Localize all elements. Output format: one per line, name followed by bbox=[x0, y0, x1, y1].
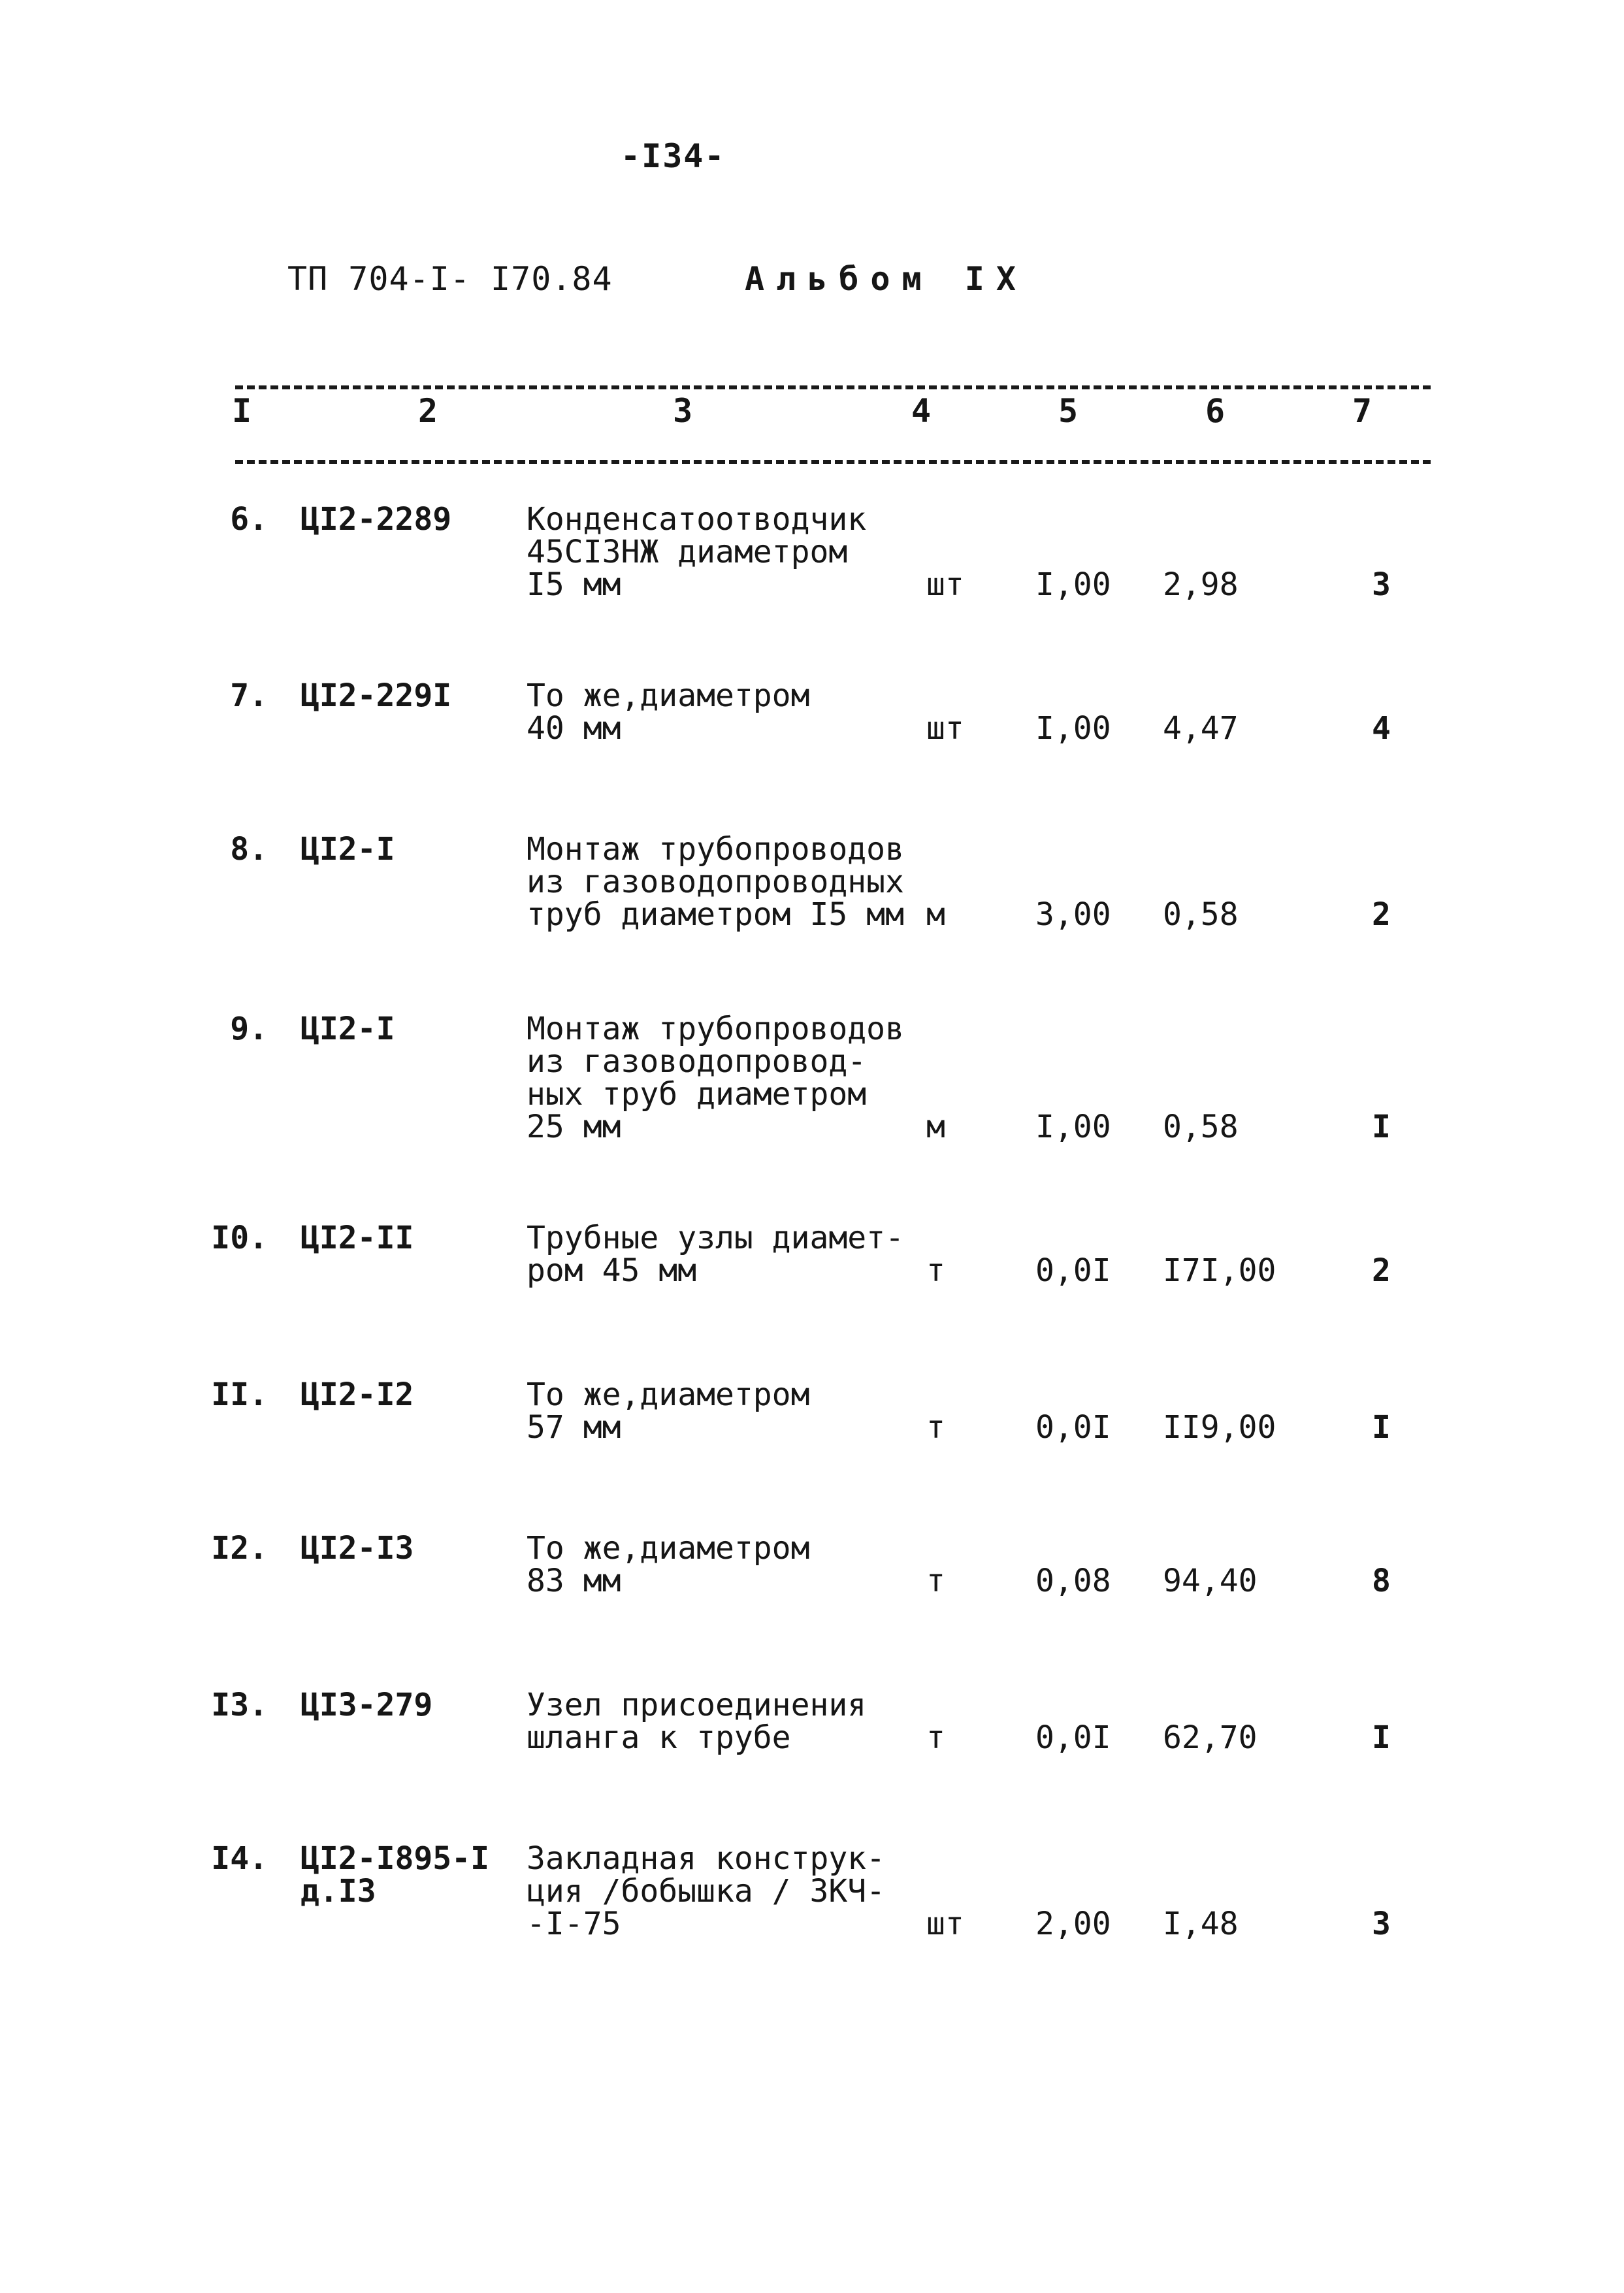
row-description bbox=[527, 1378, 809, 1444]
row-unit: т bbox=[926, 1252, 945, 1289]
row-code bbox=[300, 1532, 414, 1565]
row-unit: шт bbox=[926, 566, 964, 603]
row-unit: м bbox=[926, 896, 945, 933]
row-description-line: 25 мм bbox=[527, 1109, 621, 1145]
row-price: I,48 bbox=[1163, 1906, 1239, 1942]
row-unit: т bbox=[926, 1409, 945, 1446]
row-description bbox=[527, 1222, 904, 1287]
row-description-line: 83 мм bbox=[527, 1563, 621, 1599]
row-description-line: труб диаметром I5 мм bbox=[527, 896, 904, 933]
row-number: I0. bbox=[211, 1220, 268, 1256]
row-price: I7I,00 bbox=[1163, 1252, 1276, 1289]
row-description bbox=[527, 833, 904, 931]
row-quantity: 0,0I bbox=[1035, 1409, 1111, 1446]
row-unit: шт bbox=[926, 1906, 964, 1942]
row-count: 4 bbox=[1372, 710, 1391, 747]
row-description bbox=[527, 1013, 904, 1143]
row-count: I bbox=[1372, 1409, 1391, 1446]
row-unit: т bbox=[926, 1719, 945, 1756]
row-code-line: ЦI2-2289 bbox=[300, 501, 452, 538]
row-description bbox=[527, 1842, 885, 1940]
row-description-line: То же,диаметром bbox=[527, 1376, 810, 1413]
row-number: 8. bbox=[230, 831, 268, 868]
row-code-line: ЦI2-I2 bbox=[300, 1376, 414, 1413]
row-number: I3. bbox=[211, 1687, 268, 1723]
row-unit: т bbox=[926, 1563, 945, 1599]
row-code-line: ЦI3-279 bbox=[300, 1687, 433, 1723]
row-description-line: из газоводопроводных bbox=[527, 864, 904, 900]
row-description-line: Трубные узлы диамет- bbox=[527, 1220, 904, 1256]
row-description-line: ных труб диаметром bbox=[527, 1076, 867, 1113]
row-count: 8 bbox=[1372, 1563, 1391, 1599]
column-header-4: 4 bbox=[911, 392, 932, 430]
row-number: 6. bbox=[230, 501, 268, 538]
row-description-line: из газоводопровод- bbox=[527, 1043, 867, 1080]
row-quantity: 0,0I bbox=[1035, 1719, 1111, 1756]
row-number: II. bbox=[211, 1376, 268, 1413]
row-code bbox=[300, 1842, 489, 1908]
column-header-6: 6 bbox=[1205, 392, 1226, 430]
row-code-line: д.I3 bbox=[300, 1873, 376, 1910]
row-quantity: I,00 bbox=[1035, 710, 1111, 747]
row-count: I bbox=[1372, 1719, 1391, 1756]
row-description-line: То же,диаметром bbox=[527, 677, 810, 714]
row-count: 3 bbox=[1372, 566, 1391, 603]
row-quantity: I,00 bbox=[1035, 1109, 1111, 1145]
row-code-line: ЦI2-II bbox=[300, 1220, 414, 1256]
row-code-line: ЦI2-I895-I bbox=[300, 1840, 489, 1877]
row-description-line: -I-75 bbox=[527, 1906, 621, 1942]
page-number: -I34- bbox=[621, 137, 726, 175]
row-count: 2 bbox=[1372, 896, 1391, 933]
document-code: ТП 704-I- I70.84 bbox=[287, 260, 613, 298]
row-count: 3 bbox=[1372, 1906, 1391, 1942]
row-quantity: 3,00 bbox=[1035, 896, 1111, 933]
row-count: 2 bbox=[1372, 1252, 1391, 1289]
header-top-dashed-rule bbox=[235, 385, 1431, 389]
row-code bbox=[300, 1378, 414, 1411]
row-description-line: ция /бобышка / ЗКЧ- bbox=[527, 1873, 886, 1910]
row-description-line: I5 мм bbox=[527, 566, 621, 603]
row-description-line: шланга к трубе bbox=[527, 1719, 791, 1756]
row-number: 7. bbox=[230, 677, 268, 714]
row-code bbox=[300, 1689, 432, 1721]
row-price: 0,58 bbox=[1163, 1109, 1239, 1145]
row-description bbox=[527, 1532, 809, 1597]
row-quantity: 0,08 bbox=[1035, 1563, 1111, 1599]
row-code-line: ЦI2-I bbox=[300, 831, 395, 868]
row-number: I4. bbox=[211, 1840, 268, 1877]
row-code bbox=[300, 1222, 414, 1254]
header-bottom-dashed-rule bbox=[235, 460, 1431, 464]
column-header-2: 2 bbox=[418, 392, 438, 430]
row-description-line: Узел присоединения bbox=[527, 1687, 867, 1723]
row-unit: м bbox=[926, 1109, 945, 1145]
row-count: I bbox=[1372, 1109, 1391, 1145]
column-header-7: 7 bbox=[1352, 392, 1372, 430]
row-code bbox=[300, 503, 451, 536]
row-description bbox=[527, 503, 866, 601]
row-code-line: ЦI2-I3 bbox=[300, 1530, 414, 1567]
row-description bbox=[527, 679, 809, 745]
row-description-line: То же,диаметром bbox=[527, 1530, 810, 1567]
column-header-5: 5 bbox=[1058, 392, 1079, 430]
row-number: I2. bbox=[211, 1530, 268, 1567]
row-description-line: ром 45 мм bbox=[527, 1252, 697, 1289]
row-description-line: Конденсатоотводчик bbox=[527, 501, 867, 538]
row-price: 94,40 bbox=[1163, 1563, 1258, 1599]
row-description-line: Монтаж трубопроводов bbox=[527, 1011, 904, 1047]
row-code-line: ЦI2-229I bbox=[300, 677, 452, 714]
row-price: 0,58 bbox=[1163, 896, 1239, 933]
row-code bbox=[300, 833, 395, 866]
row-quantity: 0,0I bbox=[1035, 1252, 1111, 1289]
row-number: 9. bbox=[230, 1011, 268, 1047]
row-description-line: Монтаж трубопроводов bbox=[527, 831, 904, 868]
row-code bbox=[300, 1013, 395, 1045]
row-code-line: ЦI2-I bbox=[300, 1011, 395, 1047]
column-header-1: I bbox=[232, 392, 252, 430]
column-header-3: 3 bbox=[673, 392, 693, 430]
row-price: 4,47 bbox=[1163, 710, 1239, 747]
row-quantity: I,00 bbox=[1035, 566, 1111, 603]
row-price: 2,98 bbox=[1163, 566, 1239, 603]
row-description-line: 57 мм bbox=[527, 1409, 621, 1446]
album-title: Альбом IX bbox=[745, 260, 1028, 298]
row-unit: шт bbox=[926, 710, 964, 747]
row-description-line: 40 мм bbox=[527, 710, 621, 747]
row-code bbox=[300, 679, 451, 712]
row-description-line: Закладная конструк- bbox=[527, 1840, 886, 1877]
row-price: 62,70 bbox=[1163, 1719, 1258, 1756]
row-quantity: 2,00 bbox=[1035, 1906, 1111, 1942]
row-description-line: 45СI3НЖ диаметром bbox=[527, 534, 848, 570]
row-price: II9,00 bbox=[1163, 1409, 1276, 1446]
row-description bbox=[527, 1689, 866, 1754]
